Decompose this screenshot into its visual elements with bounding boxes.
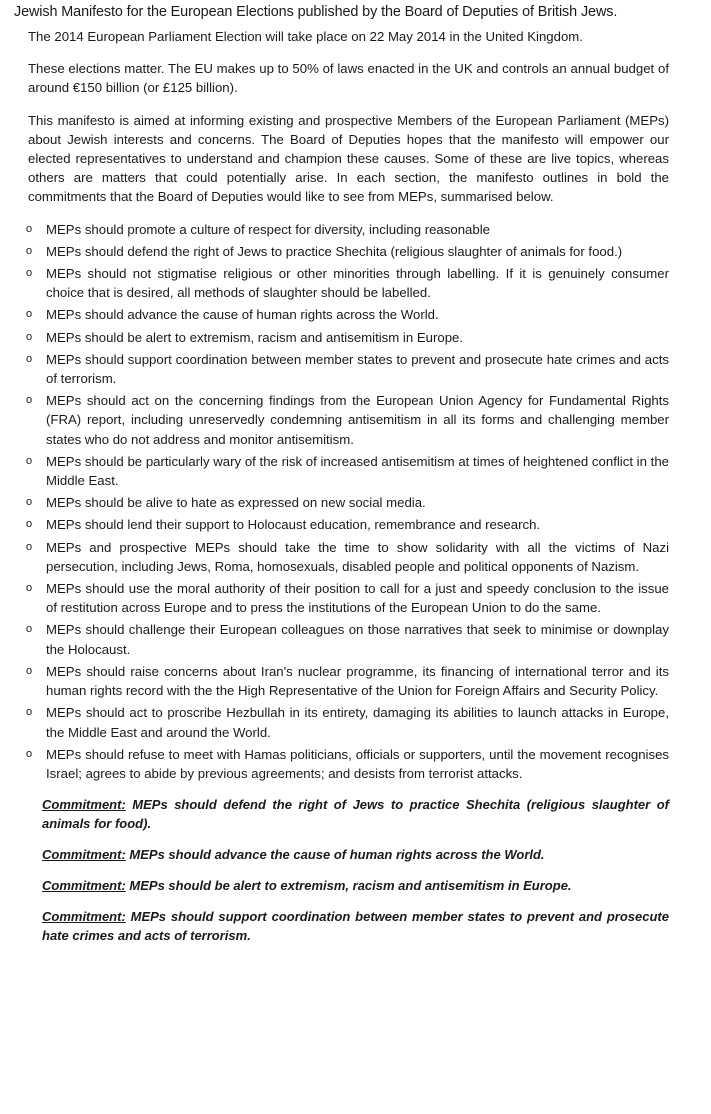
list-item-text: MEPs should lend their support to Holocaust education, remembrance and research. — [46, 517, 541, 533]
list-item — [28, 703, 669, 741]
list-item — [28, 515, 669, 534]
list-item — [28, 350, 669, 388]
commitment-label: Commitment: — [42, 878, 126, 894]
intro-paragraph: These elections matter. The EU makes up to 50% of laws enacted in the UK and controls an annual budget of around €150 billion (or £125 billion). — [28, 61, 669, 96]
list-item-text: MEPs should be alive to hate as expressed on new social media. — [46, 495, 426, 511]
list-item — [28, 305, 669, 324]
commitment-statement — [42, 876, 669, 895]
commitments-summary-list — [28, 220, 669, 783]
commitment-statement — [42, 795, 669, 833]
document-title: Jewish Manifesto for the European Elections published by the Board of Deputies of British Jews. — [14, 4, 618, 20]
list-item — [28, 391, 669, 449]
commitment-label: Commitment: — [42, 909, 126, 925]
commitment-text: MEPs should advance the cause of human rights across the World. — [129, 847, 545, 863]
list-item-text: MEPs should refuse to meet with Hamas politicians, officials or supporters, until the movement recognises Israel; agrees to abide by previous agreements; and desists from terrorist attacks. — [46, 746, 669, 781]
list-item — [28, 579, 669, 617]
list-item-text: MEPs should challenge their European colleagues on those narratives that seek to minimise or downplay the Holocaust. — [46, 622, 669, 657]
commitment-statement — [42, 907, 669, 945]
list-item-text: MEPs should advance the cause of human rights across the World. — [46, 307, 439, 323]
bullet-circle-icon: o — [26, 706, 33, 719]
bullet-circle-icon: o — [26, 330, 33, 343]
bullet-circle-icon: o — [26, 244, 33, 257]
list-item-text: MEPs should act to proscribe Hezbullah in its entirety, damaging its abilities to launch attacks in Europe, the Middle East and around the World. — [46, 705, 669, 740]
bullet-circle-icon: o — [26, 747, 33, 760]
list-item — [28, 745, 669, 783]
bullet-circle-icon: o — [26, 222, 33, 235]
bullet-circle-icon: o — [26, 664, 33, 677]
document-body — [14, 27, 697, 945]
commitment-text: MEPs should be alert to extremism, racism and antisemitism in Europe. — [129, 878, 572, 894]
list-item-text: MEPs should be alert to extremism, racism and antisemitism in Europe. — [46, 329, 464, 345]
list-item — [28, 264, 669, 302]
bullet-circle-icon: o — [26, 308, 33, 321]
list-item — [28, 493, 669, 512]
commitment-text: MEPs should defend the right of Jews to practice Shechita (religious slaughter of animals for food). — [42, 797, 669, 832]
bullet-circle-icon: o — [26, 540, 33, 553]
bullet-circle-icon: o — [26, 454, 33, 467]
list-item — [28, 662, 669, 700]
commitments-section — [28, 795, 669, 945]
commitment-text: MEPs should support coordination between member states to prevent and prosecute hate crimes and acts of terrorism. — [42, 909, 669, 944]
list-item — [28, 620, 669, 658]
list-item-text: MEPs should defend the right of Jews to practice Shechita (religious slaughter of animals for food.) — [46, 243, 623, 259]
bullet-circle-icon: o — [26, 496, 33, 509]
list-item — [28, 220, 669, 239]
list-item-text: MEPs and prospective MEPs should take the time to show solidarity with all the victims of Nazi persecution, including Jews, Roma, homosexuals, disabled people and political opponents of Nazism. — [46, 539, 669, 574]
list-item-text: MEPs should use the moral authority of their position to call for a just and speedy conclusion to the issue of restitution across Europe and to press the institutions of the European Union to do the same. — [46, 581, 669, 616]
bullet-circle-icon: o — [26, 582, 33, 595]
bullet-circle-icon: o — [26, 267, 33, 280]
commitment-statement — [42, 845, 669, 864]
list-item-text: MEPs should be particularly wary of the risk of increased antisemitism at times of heightened conflict in the Middle East. — [46, 453, 669, 489]
list-item — [28, 538, 669, 576]
bullet-circle-icon: o — [26, 352, 33, 365]
list-item-text: MEPs should raise concerns about Iran's nuclear programme, its financing of international terror and its human rights record with the the High Representative of the Union for Foreign Affairs and Security Policy. — [46, 663, 669, 699]
bullet-circle-icon: o — [26, 518, 33, 531]
commitment-label: Commitment: — [42, 797, 126, 813]
intro-paragraph: This manifesto is aimed at informing existing and prospective Members of the European Parliament (MEPs) about Jewish interests and concerns. The Board of Deputies hopes that the manifesto will empower our elected representatives to understand and champion these causes. Some of these are live topics, whereas others are matters that could potentially arise. In each section, the manifesto outlines in bold the commitments that the Board of Deputies would like to see from MEPs, summarised below. — [28, 112, 669, 205]
list-item — [28, 242, 669, 261]
intro-paragraph: The 2014 European Parliament Election will take place on 22 May 2014 in the United Kingdom. — [28, 29, 583, 44]
bullet-circle-icon: o — [26, 623, 33, 636]
list-item — [28, 452, 669, 490]
list-item — [28, 328, 669, 347]
commitment-label: Commitment: — [42, 847, 126, 863]
list-item-text: MEPs should promote a culture of respect for diversity, including reasonable — [46, 221, 490, 237]
bullet-circle-icon: o — [26, 394, 33, 407]
list-item-text: MEPs should act on the concerning findings from the European Union Agency for Fundamental Rights (FRA) report, including unreservedly condemning antisemitism in all its forms and challenging member states who do not address and monitor antisemitism. — [46, 393, 669, 447]
list-item-text: MEPs should not stigmatise religious or other minorities through labelling. If it is genuinely consumer choice that is desired, all methods of slaughter should be labelled. — [46, 266, 669, 301]
list-item-text: MEPs should support coordination between member states to prevent and prosecute hate crimes and acts of terrorism. — [46, 351, 669, 387]
